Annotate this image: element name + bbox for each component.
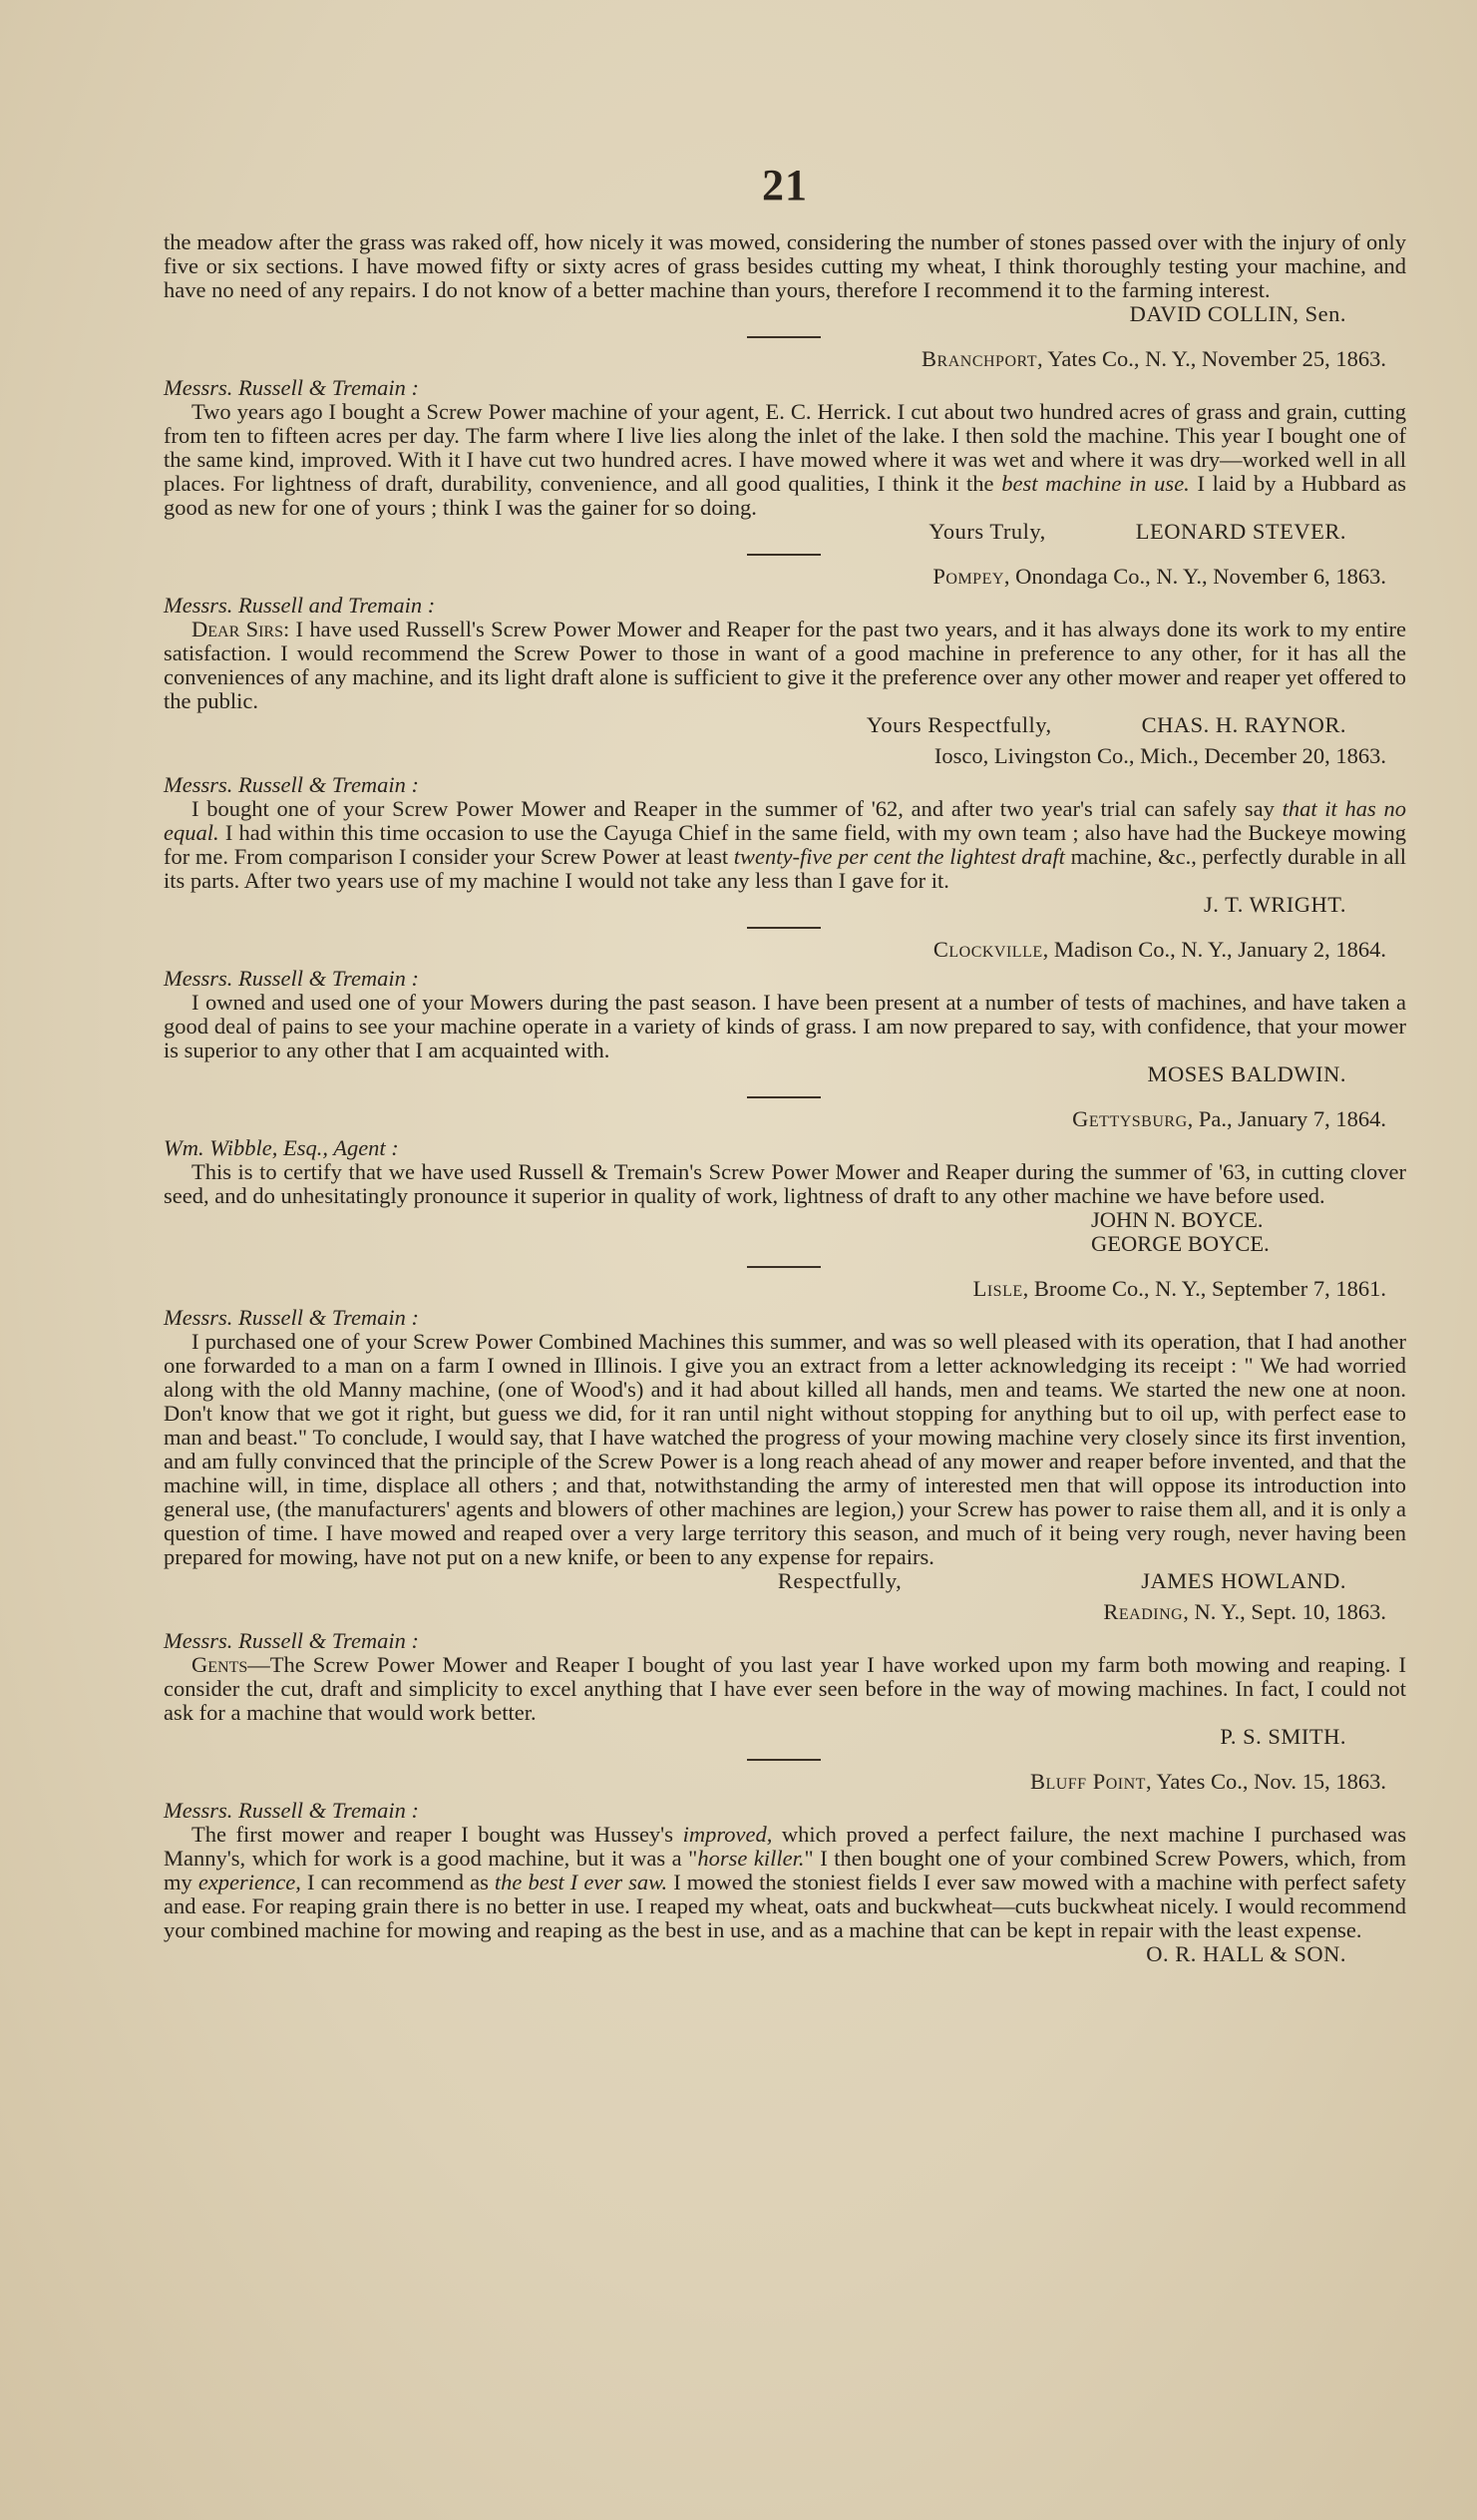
body-text: which proved a perfect failure, the next machine I purchased was Manny's, which for work is a good machine, but it was a ": [164, 1822, 1406, 1871]
letter-body: I owned and used one of your Mowers during the past season. I have been present at a number of tests of machines, and have taken a good deal of pains to see your machine operate in a variety of kinds of grass. I am now prepared to say, with confidence, that your mower is superior to any other that I am acquainted with.: [164, 990, 1406, 1062]
body-text: The first mower and reaper I bought was Hussey's: [191, 1822, 683, 1847]
closing-signature: [164, 1569, 1406, 1593]
signature-block: [164, 1208, 1406, 1256]
place-name: Branchport: [922, 346, 1037, 371]
salutation: Messrs. Russell & Tremain :: [164, 772, 420, 797]
closing: Respectfully,: [777, 1568, 903, 1593]
letter-body: [164, 1823, 1406, 1942]
letter-gettysburg: [164, 1106, 1406, 1256]
place-location: , Yates Co., N. Y., November 25, 1863.: [1036, 346, 1386, 371]
place-name: Bluff Point: [1029, 1769, 1146, 1794]
closing: Yours Truly,: [928, 519, 1046, 544]
divider-rule: [747, 1759, 821, 1761]
dateline: [164, 346, 1406, 372]
body-text: I had within this time occasion to use the Cayuga Chief in the same field, with my own team ; also have had the Buckeye mowing for me. From comparison I consider your Screw Power at least: [164, 820, 1406, 869]
letter-body: [164, 618, 1406, 713]
body-text: : I have used Russell's Screw Power Mower and Reaper for the past two years, and it has always done its work to my entire satisfaction. I would recommend the Screw Power to those in want of a good machine in preference to any other, for it has all the conveniences of any machine, and its light draft alone is sufficient to give it the preference over any other mower and reaper yet offered to the public.: [164, 617, 1406, 713]
letter-body: [164, 1653, 1406, 1725]
dateline: [164, 1276, 1406, 1302]
body-text: I can recommend as: [300, 1870, 495, 1894]
intro-paragraph: the meadow after the grass was raked off, how nicely it was mowed, considering the number of stones passed over with the injury of only five or six sections. I have mowed fifty or sixty acres of grass besides cutting my wheat, I think thoroughly testing your machine, and have no need of any repairs. I do not know of a better machine than yours, therefore I recommend it to the farming interest.: [164, 229, 1406, 302]
signature-intro: DAVID COLLIN, Sen.: [1129, 301, 1346, 326]
signature: O. R. HALL & SON.: [1146, 1941, 1346, 1966]
salutation: Messrs. Russell & Tremain :: [164, 1305, 420, 1330]
letter-body: I purchased one of your Screw Power Combined Machines this summer, and was so well pleased with its operation, that I had another one forwarded to a man on a farm I owned in Illinois. I give you an extract from a letter acknowledging its receipt : " We had worried along with the old Manny machine, (one of Wood's) and it had about killed all hands, men and teams. We started the new one at noon. Don't know that we got it right, but guess we did, for it ran until night without stopping for anything but to oil up, with perfect ease to man and beast." To conclude, I would say, that I have watched the progress of your mowing machine very closely since its first invention, and am fully convinced that the principle of the Screw Power is a long reach ahead of any mower and reaper before invented, and that the machine will, in time, displace all others ; and that, notwithstanding the army of interested men that will oppose its introduction into general use, (the manufacturers' agents and blowers of other machines are legion,) your Screw has power to raise them all, and it is only a question of time. I have mowed and reaped over a very large territory this season, and much of it being very rough, never having been prepared for mowing, have not put on a new knife, or been to any expense for repairs.: [164, 1329, 1406, 1569]
place-name: Reading: [1103, 1599, 1184, 1624]
place-name: Pompey: [932, 564, 1004, 589]
place-name: Lisle: [972, 1276, 1023, 1301]
signature: P. S. SMITH.: [1220, 1724, 1346, 1749]
signature: MOSES BALDWIN.: [1147, 1061, 1346, 1086]
divider-rule: [747, 1266, 821, 1268]
letter-clockville: [164, 937, 1406, 1086]
letter-reading: [164, 1599, 1406, 1749]
emphasis-text: improved,: [682, 1822, 773, 1847]
page-number: 21: [762, 161, 808, 210]
emphasis-text: best machine in use.: [1001, 471, 1190, 496]
text-column: [164, 160, 1406, 1966]
letter-pompey: [164, 564, 1406, 737]
place-location: , N. Y., Sept. 10, 1863.: [1183, 1599, 1386, 1624]
closing: Yours Respectfully,: [866, 712, 1052, 737]
dateline: [164, 564, 1406, 590]
dateline: [164, 743, 1406, 769]
greeting: Gents: [191, 1652, 248, 1677]
signature: GEORGE BOYCE.: [1091, 1231, 1270, 1256]
divider-rule: [747, 554, 821, 556]
place-location: , Livingston Co., Mich., December 20, 1863.: [982, 743, 1386, 768]
dateline: [164, 937, 1406, 963]
greeting: Dear Sirs: [191, 617, 283, 641]
body-text: I mowed the stoniest fields I ever saw mowed with a machine with perfect safety and ease. For reaping grain there is no better in use. I reaped my wheat, oats and buckwheat—cuts buckwheat nicely. I would recommend your combined machine for mowing and reaping as the best in use, and as a machine that can be kept in repair with the least expense.: [164, 1870, 1406, 1942]
body-text: Two years ago I bought a Screw Power machine of your agent, E. C. Herrick. I cut about two hundred acres of grass and grain, cutting from ten to fifteen acres per day. The farm where I live lies along the inlet of the lake. I then sold the machine. This year I bought one of the same kind, improved. With it I have cut two hundred acres. I have mowed where it was wet and where it was dry—worked well in all places. For lightness of draft, durability, convenience, and all good qualities, I think it the: [164, 399, 1406, 496]
emphasis-text: twenty-five per cent the lightest draft: [733, 844, 1065, 869]
place-location: , Pa., January 7, 1864.: [1187, 1106, 1386, 1131]
body-text: I bought one of your Screw Power Mower and Reaper in the summer of '62, and after two year's trial can safely say: [191, 796, 1283, 821]
salutation: Messrs. Russell & Tremain :: [164, 1628, 420, 1653]
place-location: , Onondaga Co., N. Y., November 6, 1863.: [1003, 564, 1386, 589]
signature: CHAS. H. RAYNOR.: [1141, 712, 1346, 737]
body-text: machine, &c., perfectly durable in all its parts. After two years use of my machine I would not take any less than I gave for it.: [164, 844, 1407, 893]
letter-body: [164, 797, 1406, 893]
letter-branchport: [164, 346, 1406, 544]
salutation: Messrs. Russell & Tremain :: [164, 966, 420, 991]
letter-body: [164, 400, 1406, 520]
place-location: , Yates Co., Nov. 15, 1863.: [1145, 1769, 1386, 1794]
divider-rule: [747, 927, 821, 929]
place-name: Clockville: [932, 937, 1043, 962]
emphasis-text: horse killer.: [697, 1846, 805, 1871]
letter-bluff-point: [164, 1769, 1406, 1966]
emphasis-text: experience,: [197, 1870, 301, 1894]
divider-rule: [747, 336, 821, 338]
emphasis-text: the best I ever saw.: [494, 1870, 668, 1894]
place-name: Iosco: [933, 743, 983, 768]
salutation: Messrs. Russell and Tremain :: [164, 593, 436, 618]
letter-body: This is to certify that we have used Russell & Tremain's Screw Power Mower and Reaper during the summer of '63, in cutting clover seed, and do unhesitatingly pronounce it superior in quality of work, lightness of draft to any other machine we have before used.: [164, 1159, 1406, 1208]
signature: J. T. WRIGHT.: [1204, 892, 1346, 917]
body-text: I laid by a Hubbard as good as new for one of yours ; think I was the gainer for so doing.: [164, 471, 1406, 520]
closing-signature: [164, 713, 1406, 737]
salutation: Wm. Wibble, Esq., Agent :: [164, 1135, 399, 1160]
dateline: [164, 1106, 1406, 1132]
body-text: " I then bought one of your combined Screw Powers, which, from my: [164, 1846, 1407, 1894]
place-location: , Madison Co., N. Y., January 2, 1864.: [1042, 937, 1386, 962]
emphasis-text: that it has no equal.: [164, 796, 1406, 845]
signature: JAMES HOWLAND.: [1141, 1568, 1346, 1593]
letter-iosco: [164, 743, 1406, 917]
place-location: , Broome Co., N. Y., September 7, 1861.: [1022, 1276, 1386, 1301]
body-text: —The Screw Power Mower and Reaper I bought of you last year I have worked upon my farm both mowing and reaping. I consider the cut, draft and simplicity to excel anything that I have ever seen before in the way of mowing machines. In fact, I could not ask for a machine that would work better.: [164, 1652, 1406, 1725]
salutation: Messrs. Russell & Tremain :: [164, 375, 420, 400]
divider-rule: [747, 1096, 821, 1098]
signature: LEONARD STEVER.: [1135, 519, 1346, 544]
dateline: [164, 1599, 1406, 1625]
closing-signature: [164, 520, 1406, 544]
place-name: Gettysburg: [1072, 1106, 1188, 1131]
salutation: Messrs. Russell & Tremain :: [164, 1798, 420, 1823]
signature: JOHN N. BOYCE.: [1091, 1207, 1264, 1232]
letter-lisle: [164, 1276, 1406, 1593]
dateline: [164, 1769, 1406, 1795]
